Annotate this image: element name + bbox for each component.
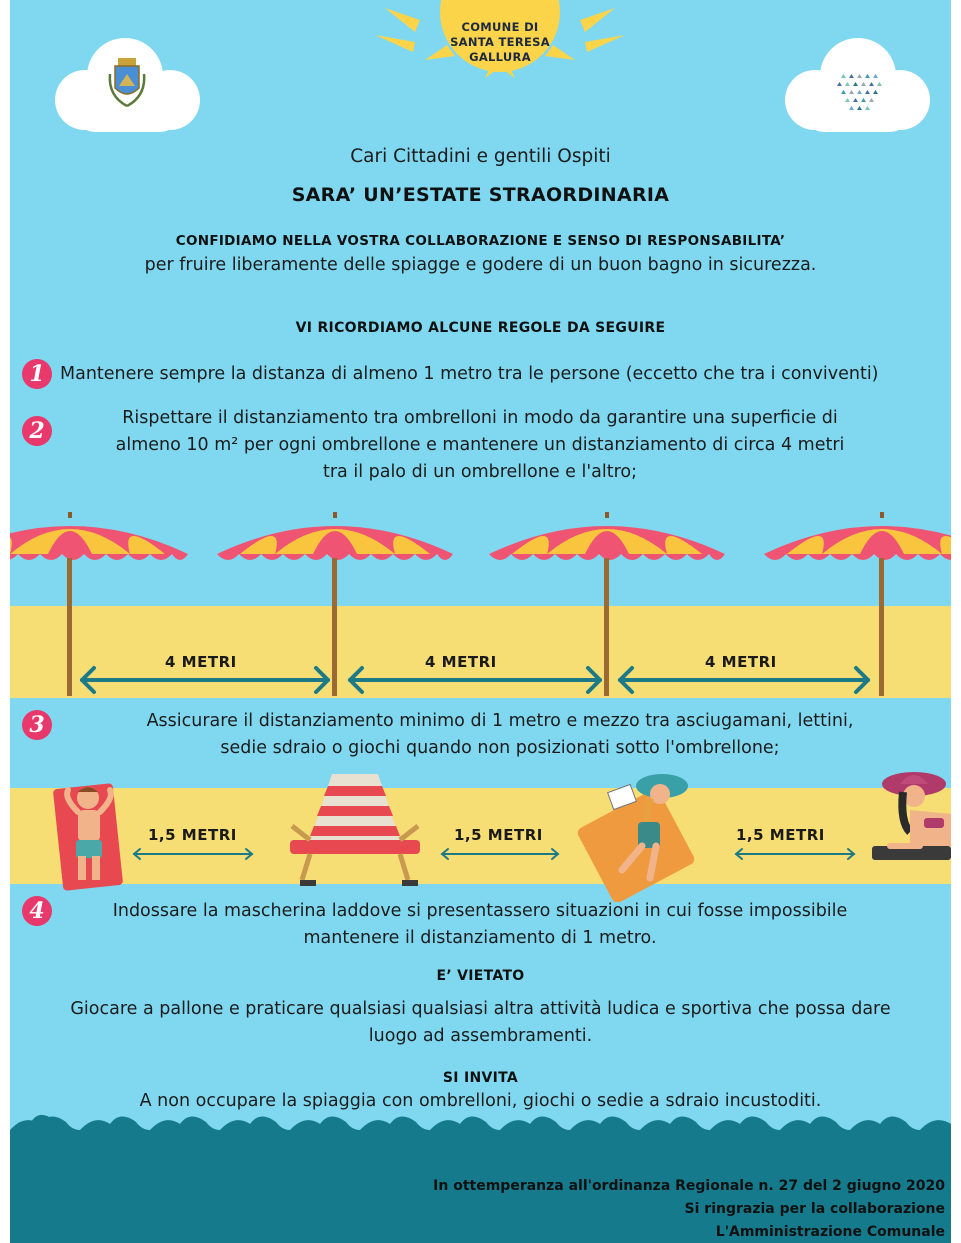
umbrella-distance-label: 4 METRI bbox=[705, 653, 777, 671]
umbrella-distance-label: 4 METRI bbox=[165, 653, 237, 671]
rule-2-text bbox=[40, 405, 920, 486]
prohibited-line-2: luogo ad assembramenti. bbox=[368, 1026, 593, 1046]
rule-4-text bbox=[40, 898, 920, 952]
rules-heading: VI RICORDIAMO ALCUNE REGOLE DA SEGUIRE bbox=[295, 320, 666, 336]
reading-woman-icon bbox=[576, 774, 697, 902]
rule-3-line-1: Assicurare il distanziamento minimo di 1 metro e mezzo tra asciugamani, lettini, bbox=[146, 711, 854, 731]
prohibited-heading: E’ VIETATO bbox=[436, 968, 525, 984]
footer bbox=[10, 1132, 951, 1243]
rule-3-badge: 3 bbox=[22, 710, 52, 740]
municipality-line-3: GALLURA bbox=[469, 50, 531, 64]
footer-administration: L'Amministrazione Comunale bbox=[715, 1224, 945, 1240]
invite-text: A non occupare la spiaggia con ombrelloni, giochi o sedie a sdraio incustoditi. bbox=[139, 1091, 822, 1111]
municipality-name bbox=[408, 20, 592, 65]
umbrella-distance-label: 4 METRI bbox=[425, 653, 497, 671]
rule-1-text: Mantenere sempre la distanza di almeno 1 metro tra le persone (eccetto che tra i conviventi) bbox=[60, 364, 879, 384]
prohibited-line-1: Giocare a pallone e praticare qualsiasi qualsiasi altra attività ludica e sportiva che possa dare bbox=[70, 999, 891, 1019]
arrow-icon bbox=[442, 849, 558, 859]
rule-4-line-2: mantenere il distanziamento di 1 metro. bbox=[303, 928, 657, 948]
rule-2-line-2: almeno 10 m² per ogni ombrellone e mantenere un distanziamento di circa 4 metri bbox=[115, 435, 845, 455]
trust-statement: CONFIDIAMO NELLA VOSTRA COLLABORAZIONE E SENSO DI RESPONSABILITA’ bbox=[175, 233, 786, 249]
towel-distance-label: 1,5 METRI bbox=[148, 826, 237, 844]
umbrella-icon bbox=[489, 512, 725, 696]
rule-2-badge: 2 bbox=[22, 416, 52, 446]
towel-distance-label: 1,5 METRI bbox=[736, 826, 825, 844]
rule-4-line-1: Indossare la mascherina laddove si presentassero situazioni in cui fosse impossibile bbox=[112, 901, 848, 921]
towel-distance-label: 1,5 METRI bbox=[454, 826, 543, 844]
poster bbox=[10, 0, 951, 1243]
arrow-icon bbox=[82, 668, 328, 692]
arrow-icon bbox=[620, 668, 868, 692]
rule-3-line-2: sedie sdraio o giochi quando non posizionati sotto l'ombrellone; bbox=[220, 738, 780, 758]
footer-thanks: Si ringrazia per la collaborazione bbox=[684, 1201, 945, 1217]
rule-2-line-1: Rispettare il distanziamento tra ombrelloni in modo da garantire una superficie di bbox=[122, 408, 838, 428]
umbrella-icon bbox=[10, 512, 188, 696]
deck-chair-icon bbox=[290, 774, 420, 886]
rule-4-badge: 4 bbox=[22, 896, 52, 926]
footer-ordinance: In ottemperanza all'ordinanza Regionale n. 27 del 2 giugno 2020 bbox=[433, 1178, 945, 1194]
purpose-statement: per fruire liberamente delle spiagge e godere di un buon bagno in sicurezza. bbox=[144, 255, 817, 275]
municipality-line-2: SANTA TERESA bbox=[450, 35, 550, 49]
invite-heading: SI INVITA bbox=[442, 1070, 519, 1086]
sunbathing-woman-icon bbox=[872, 772, 951, 860]
coat-of-arms-icon bbox=[106, 54, 148, 114]
triangle-logo-icon bbox=[836, 72, 882, 114]
person-on-towel-icon bbox=[53, 783, 123, 891]
arrow-icon bbox=[134, 849, 252, 859]
headline: SARA’ UN’ESTATE STRAORDINARIA bbox=[291, 184, 670, 206]
rule-1-badge: 1 bbox=[22, 359, 52, 389]
greeting: Cari Cittadini e gentili Ospiti bbox=[350, 146, 611, 167]
arrow-icon bbox=[350, 668, 600, 692]
rule-3-text bbox=[70, 708, 930, 762]
umbrella-icon bbox=[217, 512, 453, 696]
rule-2-line-3: tra il palo di un ombrellone e l'altro; bbox=[322, 462, 638, 482]
prohibited-text bbox=[10, 996, 951, 1050]
arrow-icon bbox=[736, 849, 854, 859]
municipality-line-1: COMUNE DI bbox=[461, 20, 539, 34]
